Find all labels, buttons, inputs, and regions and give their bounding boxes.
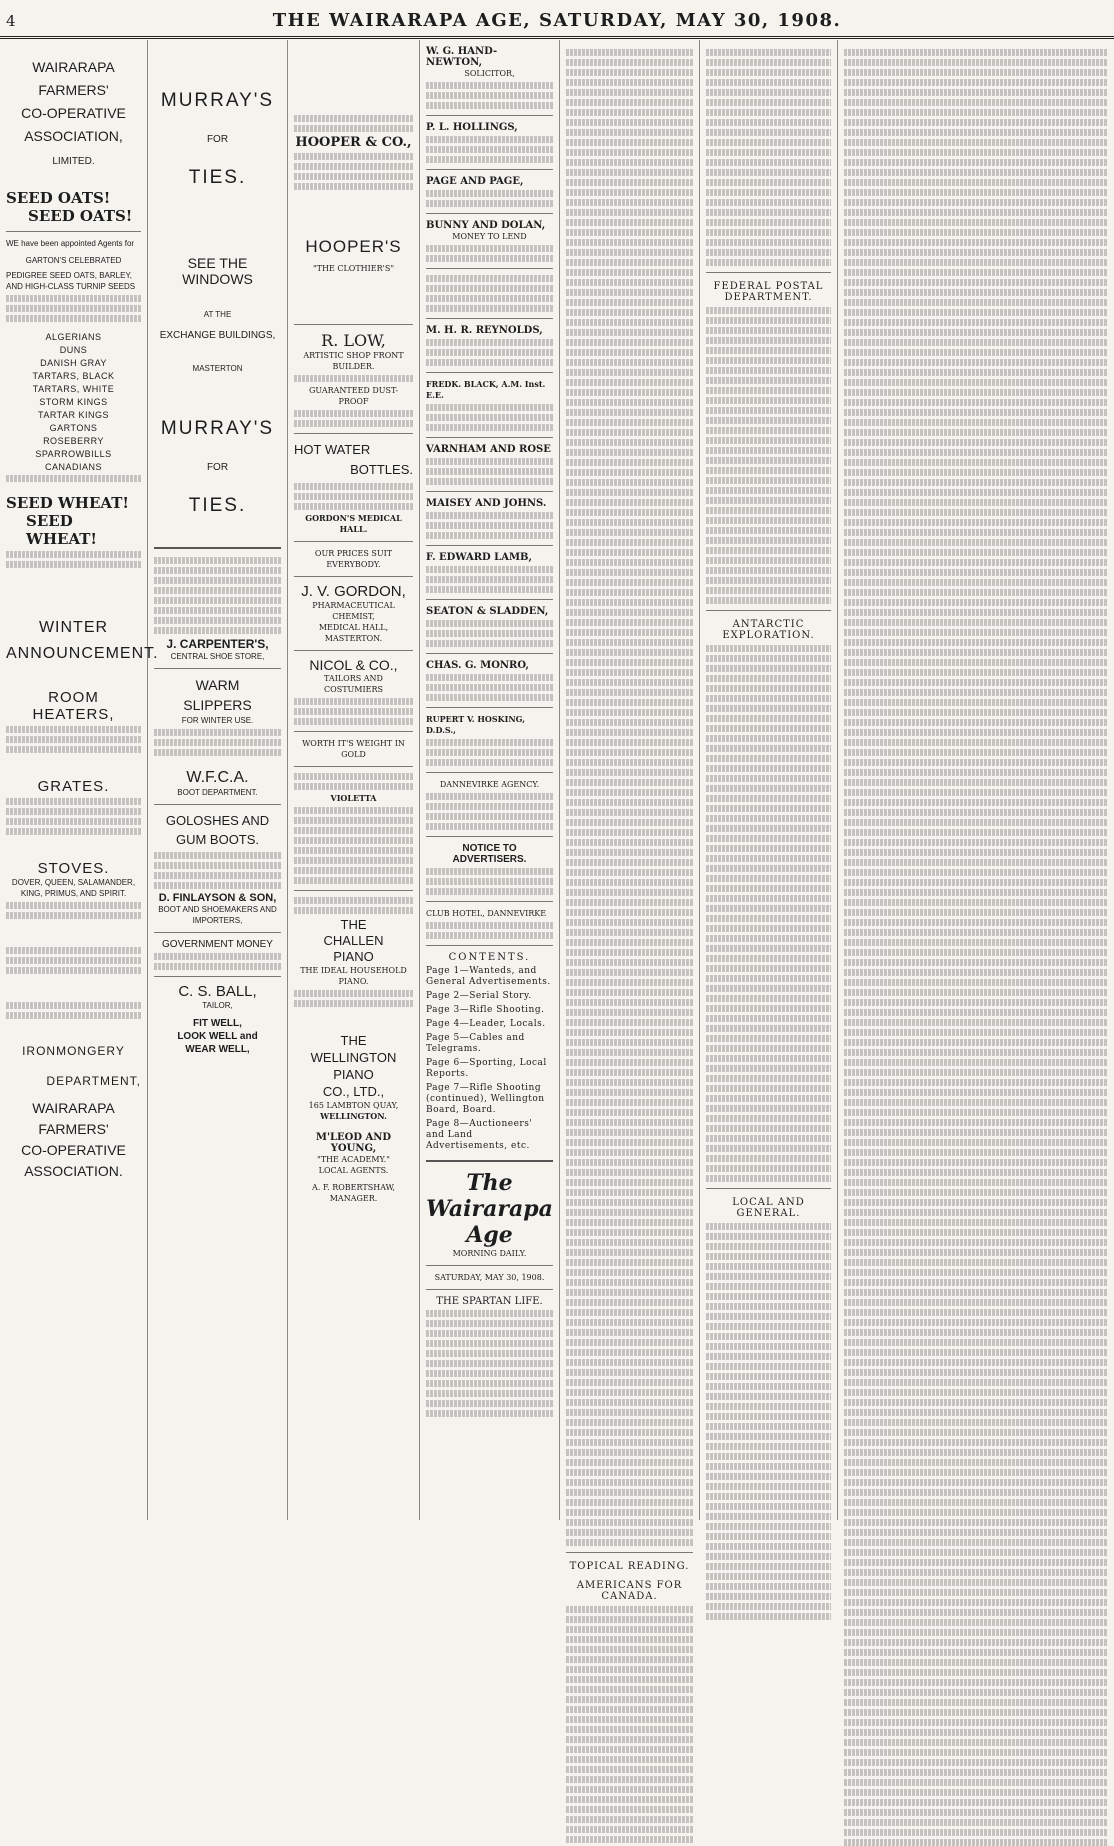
- ironmongery-heading: IRONMONGERY: [22, 1044, 125, 1058]
- department-heading: DEPARTMENT,: [46, 1074, 141, 1088]
- nicol-sub: TAILORS AND COSTUMIERS: [324, 674, 383, 694]
- chemist-label: PHARMACEUTICAL CHEMIST,: [312, 601, 395, 621]
- pedigree-text: PEDIGREE SEED OATS, BARLEY, AND HIGH-CLASS TURNIP SEEDS: [6, 271, 136, 291]
- manager-label: MANAGER.: [329, 1194, 378, 1203]
- contents-heading: CONTENTS.: [448, 952, 531, 963]
- for-label-2: FOR: [206, 462, 229, 473]
- hot-water-heading: HOT WATER BOTTLES.: [294, 442, 413, 477]
- varnham-heading: VARNHAM AND ROSE: [426, 444, 551, 455]
- winter-announcement-heading: WINTER ANNOUNCEMENT.: [6, 619, 159, 662]
- low-sub: ARTISTIC SHOP FRONT BUILDER.: [303, 351, 404, 371]
- list-item: GARTONS: [49, 423, 98, 433]
- hand-newton-heading: W. G. HAND-NEWTON,: [426, 46, 498, 68]
- black-heading: FREDK. BLACK, A.M. Inst. E.E.: [426, 379, 546, 400]
- column-4: [420, 40, 560, 1520]
- local-general-continued: [844, 49, 1108, 1846]
- finlayson-sub: BOOT AND SHOEMAKERS AND IMPORTERS,: [158, 905, 277, 925]
- seed-oats-heading: SEED OATS! SEED OATS!: [6, 189, 133, 225]
- ties-heading-2: TIES.: [188, 495, 247, 516]
- monro-heading: CHAS. G. MONRO,: [426, 660, 529, 671]
- list-item: Page 1—Wanteds, and General Advertisements.: [426, 966, 551, 987]
- maisey-heading: MAISEY AND JOHNS.: [426, 498, 547, 509]
- list-item: Page 6—Sporting, Local Reports.: [426, 1058, 547, 1079]
- seed-wheat-heading: SEED WHEAT! SEED WHEAT!: [6, 494, 129, 548]
- list-item: Page 5—Cables and Telegrams.: [426, 1033, 525, 1054]
- carpenter-heading: J. CARPENTER'S,: [166, 637, 269, 651]
- robertshaw-label: A. F. ROBERTSHAW,: [311, 1183, 396, 1192]
- farmers-association-heading: WAIRARAPA FARMERS' CO-OPERATIVE ASSOCIATION,: [21, 59, 126, 144]
- list-item: Page 7—Rifle Shooting (continued), Wellington Board, Board.: [426, 1083, 545, 1115]
- stoves-heading: STOVES.: [37, 860, 110, 877]
- antarctic-heading: ANTARCTIC EXPLORATION.: [722, 619, 815, 641]
- seed-varieties-list: [6, 332, 141, 472]
- fit-well-slogan: FIT WELL, LOOK WELL and WEAR WELL,: [177, 1018, 258, 1055]
- wfca-heading: W.F.C.A.: [186, 769, 249, 786]
- list-item: DANISH GRAY: [40, 358, 107, 368]
- local-general-heading: LOCAL AND GENERAL.: [732, 1197, 805, 1219]
- lamb-heading: F. EDWARD LAMB,: [426, 552, 532, 563]
- at-the-label: AT THE: [203, 310, 232, 319]
- ball-heading: C. S. BALL,: [178, 983, 257, 1000]
- murrays-heading: MURRAY'S: [160, 90, 275, 111]
- list-item: Page 8—Auctioneers' and Land Advertisements, etc.: [426, 1119, 533, 1151]
- hooper-heading: HOOPER & CO.,: [295, 135, 412, 150]
- ideal-piano-label: THE IDEAL HOUSEHOLD PIANO.: [300, 966, 407, 986]
- column-1: [0, 40, 159, 1520]
- list-item: Page 2—Serial Story.: [426, 991, 532, 1001]
- worth-weight-label: WORTH IT'S WEIGHT IN GOLD: [302, 739, 405, 759]
- limited-label: LIMITED.: [52, 156, 95, 167]
- paper-nameplate: The Wairarapa Age: [426, 1170, 553, 1248]
- clothiers-label: "THE CLOTHIER'S": [312, 264, 395, 273]
- medical-hall-label: MEDICAL HALL, MASTERTON.: [318, 623, 389, 643]
- list-item: TARTARS, BLACK: [32, 371, 115, 381]
- farmers-association-footer: WAIRARAPA FARMERS' CO-OPERATIVE ASSOCIATION.: [21, 1100, 126, 1179]
- newspaper-title: THE WAIRARAPA AGE, SATURDAY, MAY 30, 1908.: [272, 10, 842, 31]
- contents-list: [426, 966, 553, 1152]
- hosking-heading: RUPERT V. HOSKING, D.D.S.,: [426, 714, 526, 735]
- gordon-hall-label: GORDON'S MEDICAL HALL.: [305, 513, 402, 534]
- violetta-label: VIOLETTA: [330, 793, 377, 803]
- finlayson-heading: D. FINLAYSON & SON,: [158, 892, 277, 904]
- tailor-label: TAILOR,: [202, 1001, 233, 1010]
- leader-title: THE SPARTAN LIFE.: [436, 1296, 543, 1307]
- column-5: [560, 40, 700, 1602]
- morning-daily-label: MORNING DAILY.: [452, 1249, 527, 1258]
- money-label: MONEY TO LEND: [452, 232, 527, 241]
- grates-heading: GRATES.: [37, 778, 110, 795]
- issue-date: SATURDAY, MAY 30, 1908.: [434, 1273, 545, 1282]
- column-7: [838, 40, 1114, 1520]
- wellington-label: WELLINGTON.: [320, 1111, 387, 1121]
- list-item: DUNS: [59, 345, 88, 355]
- govt-money-heading: GOVERNMENT MONEY: [162, 939, 273, 950]
- gordon-heading: J. V. GORDON,: [301, 583, 406, 600]
- agents-text: WE have been appointed Agents for: [6, 239, 135, 248]
- for-winter-label: FOR WINTER USE.: [181, 716, 254, 725]
- hollings-heading: P. L. HOLLINGS,: [426, 122, 518, 133]
- reynolds-heading: M. H. R. REYNOLDS,: [426, 325, 543, 336]
- stove-brands: DOVER, QUEEN, SALAMANDER, KING, PRIMUS, AND SPIRIT.: [11, 878, 136, 898]
- topical-reading-heading: TOPICAL READING.: [569, 1561, 690, 1572]
- low-heading: R. LOW,: [321, 331, 386, 350]
- solicitor-label: SOLICITOR,: [464, 69, 515, 78]
- list-item: ALGERIANS: [45, 332, 102, 342]
- boot-dept-label: BOOT DEPARTMENT.: [177, 788, 258, 797]
- list-item: Page 4—Leader, Locals.: [426, 1019, 546, 1029]
- bunny-heading: BUNNY AND DOLAN,: [426, 220, 546, 231]
- masthead: [0, 6, 1114, 39]
- list-item: SPARROWBILLS: [35, 449, 112, 459]
- column-2: [148, 40, 288, 1520]
- gartons-text: GARTON'S CELEBRATED: [25, 256, 122, 265]
- ties-heading: TIES.: [188, 167, 247, 188]
- warm-slippers-heading: WARM SLIPPERS: [183, 677, 252, 713]
- list-item: Page 3—Rifle Shooting.: [426, 1005, 545, 1015]
- murrays-heading-2: MURRAY'S: [160, 418, 275, 439]
- list-item: TARTARS, WHITE: [32, 384, 115, 394]
- hoopers-heading: HOOPER'S: [305, 237, 402, 256]
- lambton-label: 165 LAMBTON QUAY,: [308, 1101, 399, 1110]
- room-heaters-heading: ROOM HEATERS,: [32, 689, 115, 723]
- our-prices-label: OUR PRICES SUIT EVERYBODY.: [314, 549, 393, 569]
- page-number: 4: [6, 12, 16, 30]
- wellington-piano-heading: THE WELLINGTON PIANO CO., LTD.,: [310, 1033, 397, 1099]
- column-6: [700, 40, 838, 1520]
- list-item: CANADIANS: [44, 462, 102, 472]
- challen-heading: THE CHALLEN PIANO: [323, 917, 384, 964]
- page-heading: PAGE AND PAGE,: [426, 176, 524, 187]
- for-label: FOR: [206, 134, 229, 145]
- notice-heading: NOTICE TO ADVERTISERS.: [452, 843, 527, 865]
- exchange-buildings: EXCHANGE BUILDINGS,: [159, 330, 276, 341]
- mleod-heading: M'LEOD AND YOUNG,: [315, 1132, 392, 1154]
- seaton-heading: SEATON & SLADDEN,: [426, 606, 549, 617]
- list-item: ROSEBERRY: [43, 436, 104, 446]
- club-hotel-heading: CLUB HOTEL, DANNEVIRKE: [426, 909, 547, 918]
- local-agents-label: LOCAL AGENTS.: [318, 1166, 389, 1175]
- academy-label: "THE ACADEMY.": [317, 1155, 390, 1164]
- federal-postal-heading: FEDERAL POSTAL DEPARTMENT.: [713, 281, 824, 303]
- nicol-heading: NICOL & CO.,: [309, 657, 398, 673]
- dustproof-label: GUARANTEED DUST-PROOF: [308, 386, 399, 406]
- goloshes-heading: GOLOSHES AND GUM BOOTS.: [165, 813, 270, 847]
- carpenter-sub: CENTRAL SHOE STORE,: [170, 652, 265, 661]
- dannevirke-heading: DANNEVIRKE AGENCY.: [439, 780, 540, 789]
- masterton-label: MASTERTON: [192, 364, 243, 373]
- see-windows-heading: SEE THE WINDOWS: [182, 255, 253, 287]
- americans-canada-heading: AMERICANS FOR CANADA.: [576, 1580, 683, 1602]
- list-item: TARTAR KINGS: [37, 410, 109, 420]
- list-item: STORM KINGS: [39, 397, 108, 407]
- leader-article-body: [566, 49, 693, 1546]
- column-3: [288, 40, 420, 1520]
